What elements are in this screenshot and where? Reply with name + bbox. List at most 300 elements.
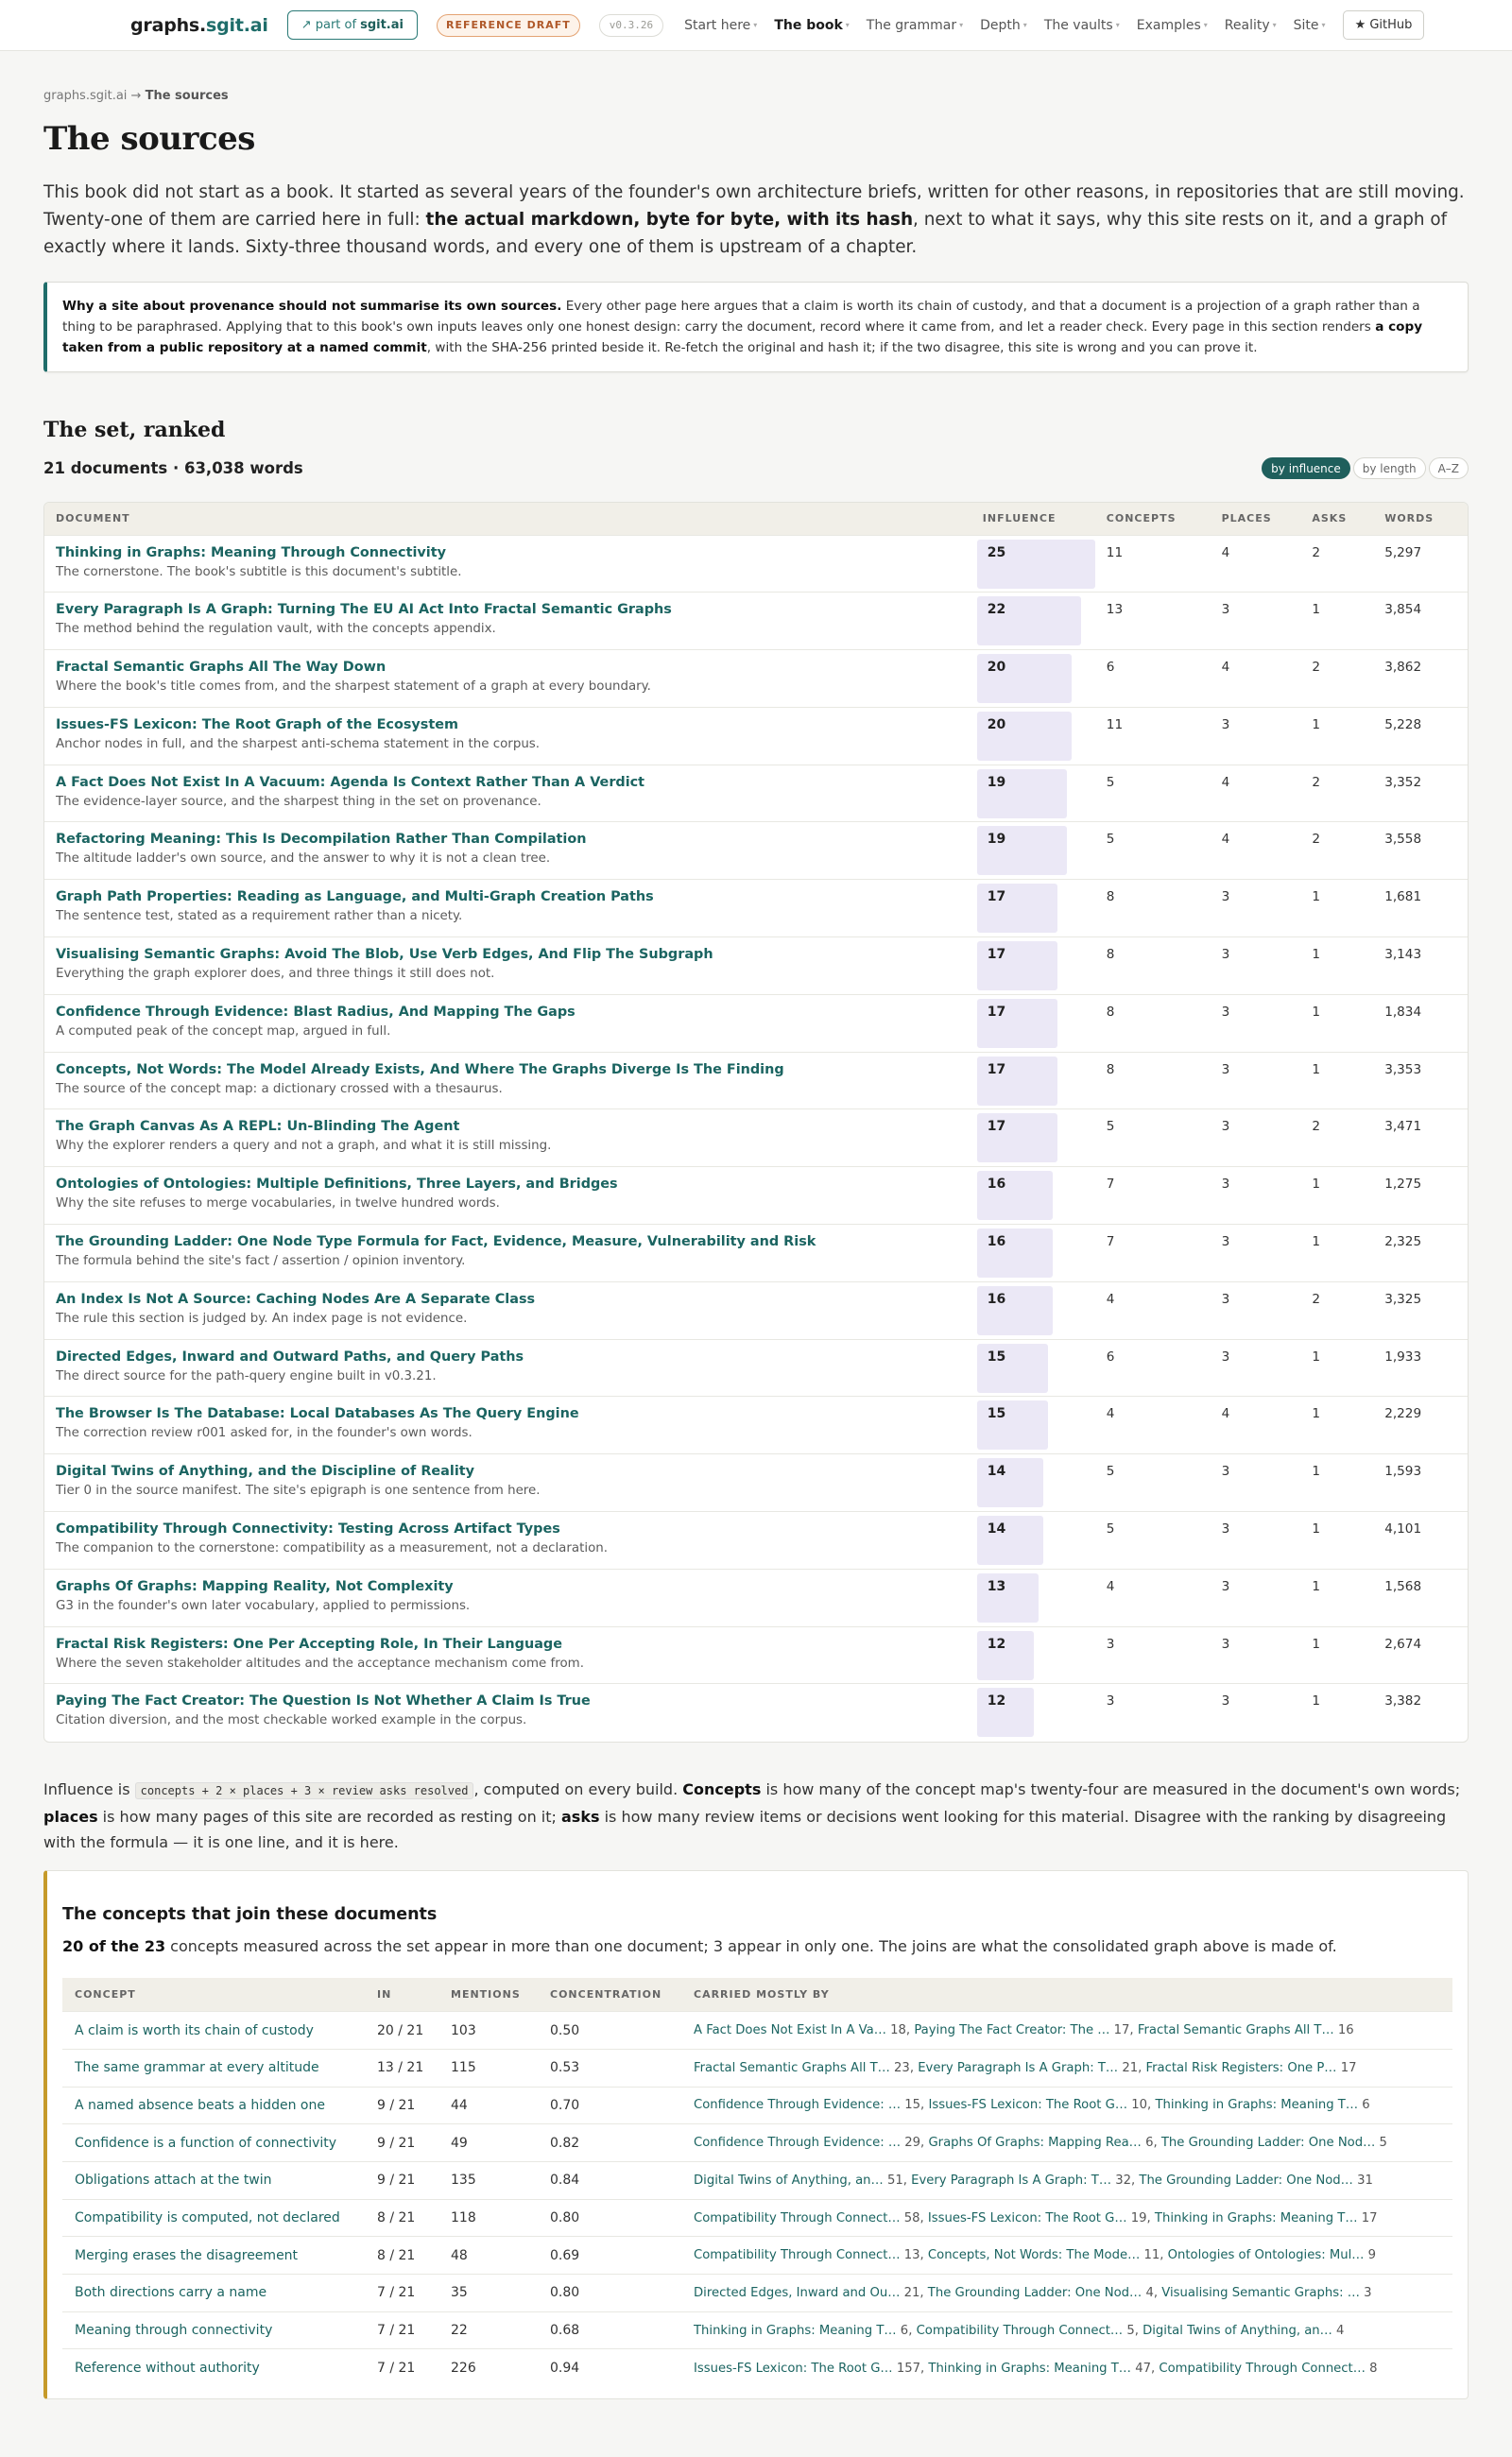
concept-in: 9 / 21 — [377, 2097, 416, 2113]
document-subtitle: Why the site refuses to merge vocabularies, in twelve hundred words. — [56, 1196, 500, 1211]
concepts-value: 8 — [1106, 1061, 1115, 1077]
concept-name-link[interactable]: Reference without authority — [75, 2361, 260, 2377]
document-row[interactable] — [44, 1626, 1468, 1684]
words-value: 2,229 — [1384, 1406, 1422, 1422]
concept-name-link[interactable]: Confidence is a function of connectivity — [75, 2135, 337, 2151]
asks-value: 2 — [1312, 544, 1321, 560]
carried-by-link[interactable]: Compatibility Through Connect… — [916, 2323, 1124, 2338]
part-of-link[interactable] — [287, 10, 418, 40]
nav-link-label: Examples — [1136, 17, 1201, 33]
asks-value: 1 — [1312, 1693, 1321, 1710]
carried-by-link[interactable]: Compatibility Through Connect… — [1159, 2361, 1366, 2376]
influence-cell — [971, 1454, 1095, 1512]
carried-by-count: 31 — [1357, 2173, 1373, 2188]
concept-in: 9 / 21 — [377, 2135, 416, 2151]
carried-by-link[interactable]: Thinking in Graphs: Meaning T… — [928, 2361, 1131, 2376]
document-title-link[interactable]: Confidence Through Evidence: Blast Radius, And Mapping The Gaps — [56, 1004, 576, 1020]
document-title-link[interactable]: Directed Edges, Inward and Outward Paths, and Query Paths — [56, 1349, 524, 1365]
influence-value: 16 — [987, 1291, 1006, 1307]
carried-by-link[interactable]: Directed Edges, Inward and Ou… — [694, 2285, 901, 2300]
concept-name-link[interactable]: A claim is worth its chain of custody — [75, 2022, 314, 2038]
carried-by-count: 8 — [1369, 2361, 1378, 2376]
carried-by-count: 51 — [886, 2173, 903, 2188]
intro-text: This book did not start as a book. It started as several years of the founder's own architecture briefs, written for other reasons, in repositories that are still moving. Twenty-one of them are carried here in full: — [43, 182, 1465, 230]
concepts-value: 11 — [1106, 716, 1124, 732]
concepts-summary-text: concepts measured across the set appear in more than one document; 3 appear in only one. The joins are what the consolidated graph above is made of. — [165, 1936, 1337, 1955]
col-concepts[interactable]: CONCEPTS — [1106, 512, 1177, 525]
document-subtitle: Tier 0 in the source manifest. The site's epigraph is one sentence from here. — [56, 1484, 541, 1499]
document-row[interactable] — [44, 1167, 1468, 1225]
document-title-link[interactable]: Paying The Fact Creator: The Question Is Not Whether A Claim Is True — [56, 1693, 591, 1710]
carried-by-link[interactable]: Paying The Fact Creator: The … — [914, 2023, 1110, 2038]
concepts-value: 3 — [1106, 1636, 1115, 1652]
influence-value: 17 — [987, 1119, 1006, 1135]
influence-bar — [977, 769, 1067, 818]
sort-a-z[interactable]: A–Z — [1429, 457, 1469, 479]
concept-name-link[interactable]: Merging erases the disagreement — [75, 2247, 299, 2263]
carried-by-link[interactable]: Thinking in Graphs: Meaning T… — [1155, 2098, 1359, 2113]
nav-examples[interactable] — [1137, 18, 1208, 33]
document-row[interactable] — [44, 1397, 1468, 1454]
places-value: 4 — [1221, 544, 1230, 560]
col-words[interactable]: WORDS — [1384, 512, 1435, 525]
document-row[interactable] — [44, 1684, 1468, 1742]
document-title-link[interactable]: A Fact Does Not Exist In A Vacuum: Agenda Is Context Rather Than A Verdict — [56, 774, 645, 790]
col-carried-by[interactable]: CARRIED MOSTLY BY — [694, 1987, 830, 2001]
influence-bar — [977, 1458, 1043, 1507]
influence-bar — [977, 1516, 1043, 1565]
document-subtitle: G3 in the founder's own later vocabulary, applied to permissions. — [56, 1598, 471, 1613]
document-cell — [44, 1569, 971, 1626]
carried-by-link[interactable]: Fractal Semantic Graphs All T… — [1137, 2023, 1334, 2038]
document-title-link[interactable]: Digital Twins of Anything, and the Discipline of Reality — [56, 1464, 475, 1480]
carried-by-link[interactable]: Every Paragraph Is A Graph: T… — [911, 2173, 1112, 2188]
separator: , — [919, 2248, 928, 2263]
callout-emphasis: a copy taken from a public repository at a named commit — [62, 319, 1423, 355]
carried-by-link[interactable]: Compatibility Through Connect… — [694, 2210, 901, 2225]
asks-value: 1 — [1312, 1234, 1321, 1250]
influence-value: 15 — [987, 1406, 1006, 1422]
site-brand[interactable] — [130, 15, 268, 36]
concept-in: 13 / 21 — [377, 2060, 424, 2076]
concept-mentions: 48 — [451, 2247, 468, 2263]
influence-bar — [977, 712, 1072, 761]
influence-value: 16 — [987, 1177, 1006, 1193]
set-summary-row — [43, 457, 1469, 479]
concept-concentration: 0.50 — [550, 2022, 580, 2038]
asks-value: 1 — [1312, 947, 1321, 963]
document-title-link[interactable]: Ontologies of Ontologies: Multiple Definitions, Three Layers, and Bridges — [56, 1177, 618, 1193]
concept-name-link[interactable]: Meaning through connectivity — [75, 2323, 273, 2339]
carried-by-cell — [681, 2349, 1452, 2387]
document-cell — [44, 1167, 971, 1225]
concept-row[interactable] — [62, 2311, 1452, 2349]
concept-row[interactable] — [62, 2049, 1452, 2087]
concept-row[interactable] — [62, 2087, 1452, 2124]
places-value: 4 — [1221, 774, 1230, 790]
carried-by-count: 13 — [903, 2248, 920, 2263]
separator: , — [1153, 2136, 1161, 2151]
concepts-value: 4 — [1106, 1578, 1115, 1594]
separator: , — [1129, 2023, 1138, 2038]
document-subtitle: Where the book's title comes from, and the sharpest statement of a graph at every boundary. — [56, 679, 651, 695]
influence-bar — [977, 941, 1057, 990]
document-title-link[interactable]: Thinking in Graphs: Meaning Through Connectivity — [56, 544, 446, 560]
concept-row[interactable] — [62, 2161, 1452, 2199]
concept-concentration: 0.53 — [550, 2060, 580, 2076]
col-document[interactable]: DOCUMENT — [56, 512, 130, 525]
carried-by-link[interactable]: Graphs Of Graphs: Mapping Rea… — [928, 2136, 1142, 2151]
concepts-header-row — [62, 1978, 1452, 2012]
influence-value: 19 — [987, 832, 1006, 848]
words-value: 3,353 — [1384, 1061, 1422, 1077]
nav-site[interactable] — [1294, 18, 1326, 33]
carried-by-link[interactable]: Visualising Semantic Graphs: … — [1161, 2285, 1360, 2300]
influence-formula-note — [43, 1777, 1470, 1855]
influence-cell — [971, 1052, 1095, 1109]
document-title-link[interactable]: Graph Path Properties: Reading as Language, and Multi-Graph Creation Paths — [56, 889, 654, 905]
influence-cell — [971, 1626, 1095, 1684]
carried-by-count: 29 — [904, 2136, 921, 2151]
carried-by-count: 47 — [1135, 2361, 1151, 2376]
document-row[interactable] — [44, 1225, 1468, 1282]
concept-name-link[interactable]: The same grammar at every altitude — [75, 2060, 319, 2076]
document-title-link[interactable]: An Index Is Not A Source: Caching Nodes Are A Separate Class — [56, 1291, 536, 1307]
concept-row[interactable] — [62, 2237, 1452, 2275]
document-row[interactable] — [44, 650, 1468, 708]
carried-by-link[interactable]: Concepts, Not Words: The Mode… — [927, 2248, 1141, 2263]
carried-by-link[interactable]: Compatibility Through Connect… — [694, 2248, 901, 2263]
words-value: 1,834 — [1384, 1004, 1422, 1020]
document-cell — [44, 650, 971, 708]
carried-by-link[interactable]: Thinking in Graphs: Meaning T… — [694, 2323, 897, 2338]
document-title-link[interactable]: Fractal Risk Registers: One Per Accepting Role, In Their Language — [56, 1636, 562, 1652]
words-value: 2,674 — [1384, 1636, 1422, 1652]
influence-value: 22 — [987, 602, 1006, 618]
carried-by-count: 10 — [1131, 2098, 1148, 2113]
document-subtitle: The evidence-layer source, and the sharpest thing in the set on provenance. — [56, 794, 541, 809]
document-title-link[interactable]: Refactoring Meaning: This Is Decompilation Rather Than Compilation — [56, 832, 587, 848]
carried-by-link[interactable]: Digital Twins of Anything, an… — [694, 2173, 884, 2188]
carried-by-cell — [681, 2124, 1452, 2162]
callout-heading: Why a site about provenance should not summarise its own sources. — [62, 299, 562, 314]
influence-cell — [971, 1339, 1095, 1397]
asks-value: 2 — [1312, 774, 1321, 790]
words-value: 3,862 — [1384, 660, 1422, 676]
places-value: 3 — [1221, 947, 1230, 963]
asks-value: 1 — [1312, 1061, 1321, 1077]
document-title-link[interactable]: Visualising Semantic Graphs: Avoid The Blob, Use Verb Edges, And Flip The Subgraph — [56, 947, 713, 963]
carried-by-cell — [681, 2087, 1452, 2124]
document-row[interactable] — [44, 1454, 1468, 1512]
places-value: 3 — [1221, 602, 1230, 618]
col-places[interactable]: PLACES — [1221, 512, 1272, 525]
influence-value: 20 — [987, 716, 1006, 732]
sort-by-length[interactable]: by length — [1353, 457, 1426, 479]
concepts-value: 5 — [1106, 1521, 1115, 1538]
document-row[interactable] — [44, 765, 1468, 822]
concepts-summary — [62, 1937, 1452, 1955]
nav-depth[interactable] — [980, 18, 1027, 33]
carried-by-link[interactable]: The Grounding Ladder: One Nod… — [1160, 2136, 1376, 2151]
formula-text: , computed on every build. — [473, 1779, 683, 1798]
carried-by-link[interactable]: Thinking in Graphs: Meaning T… — [1154, 2210, 1358, 2225]
carried-by-count: 9 — [1367, 2248, 1377, 2263]
document-subtitle: The cornerstone. The book's subtitle is this document's subtitle. — [56, 564, 462, 579]
words-value: 1,681 — [1384, 889, 1422, 905]
concept-row[interactable] — [62, 2275, 1452, 2312]
document-subtitle: The source of the concept map: a dictionary crossed with a thesaurus. — [56, 1081, 503, 1096]
document-title-link[interactable]: Every Paragraph Is A Graph: Turning The EU AI Act Into Fractal Semantic Graphs — [56, 602, 672, 618]
nav-links — [684, 18, 1342, 33]
places-value: 4 — [1221, 660, 1230, 676]
influence-value: 14 — [987, 1521, 1006, 1538]
document-subtitle: Anchor nodes in full, and the sharpest anti-schema statement in the corpus. — [56, 736, 541, 751]
asks-value: 1 — [1312, 716, 1321, 732]
concept-concentration: 0.80 — [550, 2210, 580, 2226]
words-value: 1,275 — [1384, 1177, 1422, 1193]
document-title-link[interactable]: The Grounding Ladder: One Node Type Formula for Fact, Evidence, Measure, Vulnerability and Risk — [56, 1234, 816, 1250]
document-title-link[interactable]: The Browser Is The Database: Local Databases As The Query Engine — [56, 1406, 579, 1422]
breadcrumb-home[interactable]: graphs.sgit.ai — [43, 89, 128, 103]
influence-cell — [971, 1569, 1095, 1626]
document-title-link[interactable]: Fractal Semantic Graphs All The Way Down — [56, 660, 387, 676]
concept-row[interactable] — [62, 2199, 1452, 2237]
places-value: 3 — [1221, 1693, 1230, 1710]
document-row[interactable] — [44, 1569, 1468, 1626]
influence-cell — [971, 822, 1095, 880]
carried-by-link[interactable]: Fractal Semantic Graphs All T… — [694, 2060, 890, 2075]
places-value: 3 — [1221, 1119, 1230, 1135]
concept-row[interactable] — [62, 2012, 1452, 2050]
intro-paragraph — [43, 179, 1470, 261]
nav-start-here[interactable] — [684, 18, 757, 33]
carried-by-count: 21 — [1122, 2060, 1139, 2075]
document-row[interactable] — [44, 535, 1468, 593]
asks-value: 2 — [1312, 832, 1321, 848]
provenance-callout — [43, 282, 1469, 372]
carried-by-link[interactable]: The Grounding Ladder: One Nod… — [1139, 2173, 1353, 2188]
nav-reality[interactable] — [1225, 18, 1277, 33]
asks-value: 1 — [1312, 1578, 1321, 1594]
carried-by-link[interactable]: Issues-FS Lexicon: The Root G… — [927, 2210, 1127, 2225]
col-in[interactable]: IN — [377, 1987, 392, 2001]
asks-value: 2 — [1312, 1119, 1321, 1135]
document-subtitle: The altitude ladder's own source, and the answer to why it is not a clean tree. — [56, 851, 551, 867]
document-row[interactable] — [44, 880, 1468, 937]
chevron-down-icon: ▾ — [1203, 21, 1208, 29]
influence-cell — [971, 1281, 1095, 1339]
chevron-down-icon: ▾ — [845, 21, 850, 29]
carried-by-count: 5 — [1126, 2323, 1135, 2338]
influence-value: 13 — [987, 1578, 1006, 1594]
breadcrumb-current: The sources — [145, 89, 229, 103]
asks-value: 2 — [1312, 1291, 1321, 1307]
document-row[interactable] — [44, 937, 1468, 995]
influence-value: 17 — [987, 1061, 1006, 1077]
document-cell — [44, 1512, 971, 1570]
concepts-value: 7 — [1106, 1177, 1115, 1193]
concept-concentration: 0.68 — [550, 2323, 580, 2339]
concepts-value: 4 — [1106, 1291, 1115, 1307]
document-cell — [44, 1339, 971, 1397]
callout-text-end: , with the SHA-256 printed beside it. Re-fetch the original and hash it; if the two disagree, this site is wrong and you can prove it. — [426, 340, 1258, 355]
col-concept[interactable]: CONCEPT — [75, 1987, 136, 2001]
words-value: 1,593 — [1384, 1464, 1422, 1480]
concept-mentions: 22 — [451, 2323, 468, 2339]
asks-value: 1 — [1312, 602, 1321, 618]
nav-the-grammar[interactable] — [867, 18, 963, 33]
separator: , — [1134, 2323, 1143, 2338]
nav-link-label: Reality — [1224, 17, 1270, 33]
document-title-link[interactable]: Concepts, Not Words: The Model Already Exists, And Where The Graphs Diverge Is The Finding — [56, 1061, 784, 1077]
influence-cell — [971, 1109, 1095, 1167]
document-title-link[interactable]: Compatibility Through Connectivity: Testing Across Artifact Types — [56, 1521, 560, 1538]
concept-name-link[interactable]: Both directions carry a name — [75, 2285, 267, 2301]
carried-by-link[interactable]: A Fact Does Not Exist In A Va… — [694, 2023, 886, 2038]
document-cell — [44, 1281, 971, 1339]
nav-the-vaults[interactable] — [1044, 18, 1120, 33]
chevron-down-icon: ▾ — [1272, 21, 1277, 29]
influence-cell — [971, 1397, 1095, 1454]
influence-value: 12 — [987, 1636, 1006, 1652]
concepts-table — [62, 1978, 1452, 2387]
concepts-value: 7 — [1106, 1234, 1115, 1250]
document-title-link[interactable]: The Graph Canvas As A REPL: Un-Blinding The Agent — [56, 1119, 460, 1135]
document-title-link[interactable]: Issues-FS Lexicon: The Root Graph of the Ecosystem — [56, 716, 458, 732]
places-value: 4 — [1221, 1406, 1230, 1422]
concepts-value: 13 — [1106, 602, 1124, 618]
carried-by-link[interactable]: The Grounding Ladder: One Nod… — [927, 2285, 1143, 2300]
separator: , — [1150, 2361, 1160, 2376]
influence-bar — [977, 1057, 1057, 1106]
document-cell — [44, 994, 971, 1052]
concept-in: 7 / 21 — [377, 2285, 416, 2301]
breadcrumb-separator: → — [130, 89, 142, 103]
col-asks[interactable]: ASKS — [1312, 512, 1348, 525]
part-of-prefix: ↗ part of — [301, 18, 357, 32]
influence-cell — [971, 593, 1095, 650]
carried-by-link[interactable]: Issues-FS Lexicon: The Root G… — [928, 2098, 1128, 2113]
col-concentration[interactable]: CONCENTRATION — [550, 1987, 662, 2001]
document-row[interactable] — [44, 1281, 1468, 1339]
formula-text: is how many pages of this site are recorded as resting on it; — [97, 1807, 561, 1826]
words-value: 3,143 — [1384, 947, 1422, 963]
nav-link-label: Depth — [980, 17, 1021, 33]
concept-concentration: 0.69 — [550, 2247, 580, 2263]
document-subtitle: A computed peak of the concept map, argued in full. — [56, 1023, 391, 1039]
document-row[interactable] — [44, 1109, 1468, 1167]
document-cell — [44, 1225, 971, 1282]
places-value: 3 — [1221, 1521, 1230, 1538]
influence-bar — [977, 1573, 1039, 1623]
carried-by-count: 15 — [904, 2098, 921, 2113]
document-row[interactable] — [44, 822, 1468, 880]
influence-value: 20 — [987, 660, 1006, 676]
concepts-heading: The concepts that join these documents — [62, 1904, 438, 1924]
document-title-link[interactable]: Graphs Of Graphs: Mapping Reality, Not Complexity — [56, 1578, 454, 1594]
concept-mentions: 115 — [451, 2060, 476, 2076]
carried-by-link[interactable]: Digital Twins of Anything, an… — [1143, 2323, 1332, 2338]
concepts-value: 4 — [1106, 1406, 1115, 1422]
carried-by-link[interactable]: Ontologies of Ontologies: Mul… — [1167, 2248, 1365, 2263]
carried-by-link[interactable]: Every Paragraph Is A Graph: T… — [918, 2060, 1119, 2075]
words-value: 3,471 — [1384, 1119, 1422, 1135]
document-row[interactable] — [44, 593, 1468, 650]
influence-cell — [971, 650, 1095, 708]
asks-value: 1 — [1312, 889, 1321, 905]
carried-by-count: 17 — [1340, 2060, 1357, 2075]
carried-by-link[interactable]: Fractal Risk Registers: One P… — [1145, 2060, 1337, 2075]
col-mentions[interactable]: MENTIONS — [451, 1987, 521, 2001]
influence-value: 16 — [987, 1234, 1006, 1250]
carried-by-link[interactable]: Confidence Through Evidence: … — [694, 2136, 902, 2151]
asks-value: 1 — [1312, 1004, 1321, 1020]
places-value: 3 — [1221, 1291, 1230, 1307]
top-nav — [0, 0, 1512, 51]
col-influence[interactable]: INFLUENCE — [982, 512, 1057, 525]
concept-name-link[interactable]: Compatibility is computed, not declared — [75, 2210, 340, 2226]
document-cell — [44, 822, 971, 880]
part-of-site: sgit.ai — [360, 18, 404, 32]
separator: , — [919, 2210, 928, 2225]
document-row[interactable] — [44, 1512, 1468, 1570]
concepts-value: 3 — [1106, 1693, 1115, 1710]
document-row[interactable] — [44, 994, 1468, 1052]
separator: , — [1138, 2060, 1146, 2075]
places-value: 3 — [1221, 1061, 1230, 1077]
places-value: 3 — [1221, 1177, 1230, 1193]
nav-link-label: The vaults — [1043, 17, 1113, 33]
separator: , — [920, 2361, 929, 2376]
document-cell — [44, 1684, 971, 1742]
nav-link-label: Site — [1293, 17, 1319, 33]
carried-by-link[interactable]: Confidence Through Evidence: … — [694, 2098, 902, 2113]
influence-cell — [971, 707, 1095, 765]
separator: , — [908, 2323, 917, 2338]
asks-value: 1 — [1312, 1349, 1321, 1365]
influence-cell — [971, 994, 1095, 1052]
concepts-value: 5 — [1106, 774, 1115, 790]
nav-the-book[interactable] — [774, 18, 849, 33]
words-value: 3,352 — [1384, 774, 1422, 790]
carried-by-link[interactable]: Issues-FS Lexicon: The Root G… — [694, 2361, 893, 2376]
places-value: 4 — [1221, 832, 1230, 848]
carried-by-count: 16 — [1337, 2023, 1354, 2038]
document-row[interactable] — [44, 1339, 1468, 1397]
document-row[interactable] — [44, 1052, 1468, 1109]
concept-name-link[interactable]: Obligations attach at the twin — [75, 2173, 272, 2189]
asks-value: 1 — [1312, 1521, 1321, 1538]
concept-row[interactable] — [62, 2124, 1452, 2162]
influence-bar — [977, 1286, 1053, 1335]
sort-by-influence[interactable]: by influence — [1262, 457, 1350, 479]
concepts-panel — [43, 1870, 1469, 2399]
github-button[interactable]: ★ GitHub — [1343, 10, 1425, 40]
document-cell — [44, 1109, 971, 1167]
document-row[interactable] — [44, 707, 1468, 765]
asks-value: 1 — [1312, 1177, 1321, 1193]
carried-by-count: 18 — [890, 2023, 906, 2038]
asks-value: 2 — [1312, 660, 1321, 676]
concept-row[interactable] — [62, 2349, 1452, 2387]
document-subtitle: Citation diversion, and the most checkable worked example in the corpus. — [56, 1713, 527, 1728]
document-subtitle: The rule this section is judged by. An index page is not evidence. — [56, 1311, 468, 1326]
concept-name-link[interactable]: A named absence beats a hidden one — [75, 2097, 325, 2113]
version-badge: v0.3.26 — [599, 14, 663, 37]
document-subtitle: Why the explorer renders a query and not a graph, and what it is still missing. — [56, 1139, 552, 1154]
documents-header-row — [44, 503, 1468, 535]
